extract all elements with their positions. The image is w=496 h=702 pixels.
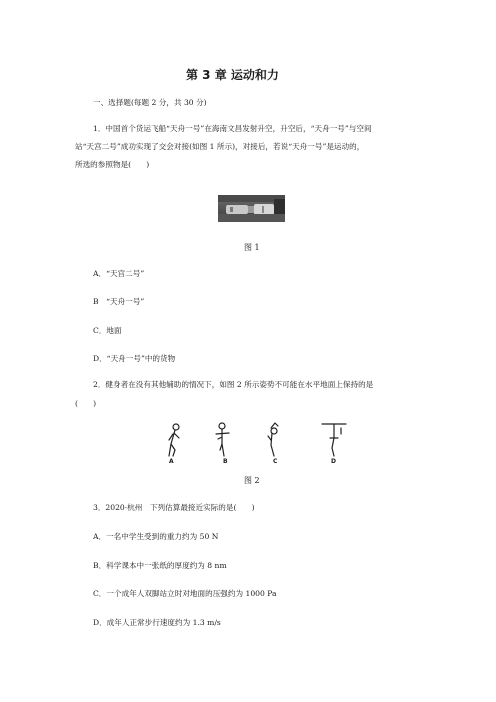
pose-a-label: A — [169, 458, 174, 465]
pose-a-figure — [169, 424, 179, 456]
section-heading: 一、选择题(每题 2 分，共 30 分) — [93, 98, 207, 107]
pose-c-label: C — [273, 458, 278, 465]
q2-stem-line-1: 2．健身者在没有其他辅助的情况下，如图 2 所示姿势不可能在水平地面上保持的是 — [93, 380, 374, 389]
figure-2-poses — [158, 420, 348, 470]
pose-c-figure — [268, 423, 278, 456]
q3-option-b: B．科学课本中一张纸的厚度约为 8 nm — [93, 561, 227, 570]
q1-option-b: B “天舟一号” — [93, 297, 145, 306]
q1-option-c: C．地面 — [93, 326, 122, 335]
q1-stem-line-1: 1．中国首个货运飞船“天舟一号”在海南文昌发射升空，升空后，“天舟一号”与空间 — [93, 124, 372, 133]
pose-d-figure — [322, 424, 346, 456]
q3-option-c: C．一个成年人双脚站立时对地面的压强约为 1000 Pa — [93, 589, 277, 598]
pose-b-figure — [216, 423, 229, 456]
figure-1-caption: 图 1 — [244, 243, 260, 252]
pose-b-label: B — [223, 458, 228, 465]
q1-stem-line-2: 站“天宫二号”成功实现了交会对接(如图 1 所示)，对接后，若说“天舟一号”是运动的， — [75, 142, 365, 151]
q1-option-a: A．“天宫二号” — [93, 269, 145, 278]
q3-option-a: A．一名中学生受到的重力约为 50 N — [93, 532, 219, 541]
figure-1-photo — [218, 195, 285, 222]
q3-option-d: D．成年人正常步行速度约为 1.3 m/s — [93, 618, 221, 627]
pose-d-label: D — [331, 458, 336, 465]
q2-stem-line-2: ( ) — [75, 399, 97, 408]
q3-stem: 3．2020·杭州 下列估算最接近实际的是( ) — [93, 503, 255, 512]
q1-stem-line-3: 所选的参照物是( ) — [75, 160, 150, 169]
q1-option-d: D．“天舟一号”中的货物 — [93, 354, 176, 363]
chapter-title: 第 3 章 运动和力 — [186, 68, 279, 82]
figure-2-caption: 图 2 — [244, 476, 260, 485]
